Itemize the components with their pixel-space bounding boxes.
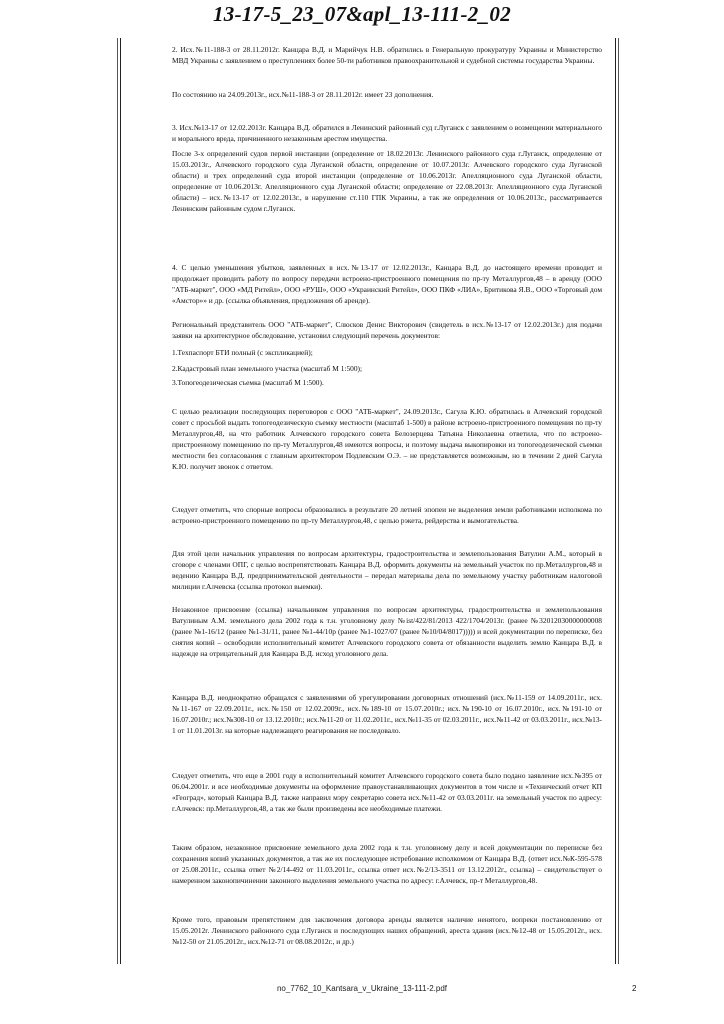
paragraph-15: Следует отметить, что еще в 2001 году в исполнительный комитет Алчевского городского совета было подано заявление исх.№395 от 06.04.2001г. и все необходимые документы на оформление правоустанавливающих документов в том числе и «Технический отчет КП «Геоград», который Канцара В.Д. также направил мэру секретарю совета исх.№11-42 от 03.03.2011г. на земельный участок по адресу: г.Алчевск: пр.Металлургов,48, а так же были произведены все необходимые платежи. (172, 771, 602, 814)
paragraph-6: Региональный представитель ООО "АТБ-маркет", Слюсков Денис Викторович (свидетель в исх.№13-17 от 12.02.2013г.) для подачи заявки на архитектурное обследование, установил следующий перечень документов: (172, 320, 602, 341)
list-item-2: 2.Кадастровый план земельного участка (масштаб М 1:500); (172, 364, 363, 373)
paragraph-10: С целью реализации последующих переговоров с ООО "АТБ-маркет", 24.09.2013г., Сагула К.Ю. обратилась в Алчевский городской совет с просьбой выдать топогеодезическую съемку местности (масштаб 1-500) в районе встроено-пристроенного помещения по пр-ту Металлургов,48, на что работник Алчевского городского совета Белозерцева Татьяна Николаевна ответила, что по встроено-пристроенному помещению по пр-ту Металлургов,48 имеются вопросы, и поэтому выдача выкопировки из топогеодезической съемки местности без согласования с главным архитектором Подлевским О.Э. – не представляется возможным, но в течении 2 дней Сагула К.Ю. получит звонок с ответом. (172, 407, 602, 472)
page-number: 2 (632, 984, 637, 993)
paragraph-1: 2. Исх.№11-188-3 от 28.11.2012г. Канцара В.Д. и Марийчук Н.В. обратились в Генеральную прокуратуру Украины и Министерство МВД Украины с заявлением о преступлениях более 50-ти работников правоохранительной и судебной системы государства Украины. (172, 45, 602, 66)
paragraph-12: Для этой цели начальник управления по вопросам архитектуры, градостроительства и землепользования Ватулин А.М., который в сговоре с членами ОПГ, с целью воспрепятствовать Канцара В.Д. оформить документы на земельный участок по пр.Металлургов,48 и ведению Канцара В.Д. предпринимательской деятельности – передал материалы дела по земельному участку работникам налоговой милиции г.Алчевска (ссылка протокол выемки). (172, 549, 602, 592)
paragraph-4: После 3-х определений судов первой инстанции (определение от 18.02.2013г. Ленинского районного суда г.Луганск, определение от 15.03.2013г., Алчевского городского суда Луганской области, определение от 10.07.2013г. Алчевского городского суда Луганской области) и трех определений суда второй инстанции (определение от 10.06.2013г. Апелляционного суда Луганской области, определение от 10.06.2013г. Апелляционного суда Луганской области; определение от 22.08.2013г. Апелляционного суда Луганской области) – исх.№13-17 от 12.02.2013г., в нарушение ст.110 ГПК Украины, а так же определения от 10.06.2013г., рассматривается Ленинским районным судом г.Луганск. (172, 149, 602, 214)
paragraph-13: Незаконное присвоение (ссылка) начальником управления по вопросам архитектуры, градостроительства и землепользования Ватулиным А.М. земельного дела 2002 года к т.н. уголовному делу №ist/422/81/2013 422/1704/2013г. (ранее №32012030000000008 (ранее №1-16/12 (ранее №1-31/11, ранее №1-44/10р (ранее №1-1027/07 (ранее №10/04/8017))))) и всей документации по переписке, без снятия копий – освободили исполнительный комитет Алчевского городского совета от обязанности выделить землю Канцара В.Д. в надежде на отрицательный для Канцара В.Д. исход уголовного дела. (172, 605, 602, 659)
footer-filename: no_7762_10_Kantsara_v_Ukraine_13-111-2.pdf (276, 984, 448, 993)
paragraph-2: По состоянию на 24.09.2013г., исх.№11-188-3 от 28.11.2012г. имеет 23 дополнения. (172, 90, 434, 99)
paragraph-5: 4. С целью уменьшения убытков, заявленных в исх.№13-17 от 12.02.2013г., Канцара В.Д. до настоящего времени проводит и продолжает проводить работу по вопросу передачи встроено-пристроенного помещения по пр-ту Металлургов,48 – в аренду (ООО "АТБ-маркет", ООО «МД Ритейл», ООО «РУШ», ООО «Украинский Ритейл», ООО ПКФ «ЛИА», Бритикова Я.В., ООО «Торговый дом «Амстор»» и др. (ссылка объявления, предложения об аренде). (172, 263, 602, 306)
document-header-title: 13-17-5_23_07&apl_13-111-2_02 (212, 2, 512, 26)
paragraph-17: Кроме того, правовым препятствием для заключения договора аренды является наличие ненятого, вопреки постановлению от 15.05.2012г. Ленинского районного суда г.Луганск и последующих наших обращений, ареста здания (исх.№12-48 от 15.05.2012г., исх.№12-50 от 21.05.2012г., исх.№12-71 от 08.08.2012г., и др.) (172, 915, 602, 947)
list-item-3: 3.Топогеодезическая съемка (масштаб М 1:500). (172, 378, 324, 387)
paragraph-11: Следует отметить, что спорные вопросы образовались в результате 20 летней эпопеи не выделения земли работниками исполкома по встроено-пристроенного помещению по пр-ту Металлургов,48, с целью рэкета, рейдерства и вымогательства. (172, 505, 602, 526)
list-item-1: 1.Техпаспорт БТИ полный (с экспликацией); (172, 348, 313, 357)
paragraph-16: Таким образом, незаконное присвоение земельного дела 2002 года к т.н. уголовному делу и всей документации по переписке без сохранения копий указанных документов, а так же их последующее истребование исполкомом от Канцара В.Д. (ответ исх.№К-595-578 от 25.08.2011г., ссылка ответ №2/14-492 от 11.03.2011г., ссылка ответ исх.№2/13-3511 от 13.12.2012г., ссылка) – свидетельствует о намеренном законопичинении законного выделения земельного участка по адресу: г.Алчевск, пр-т Металлургов,48. (172, 843, 602, 886)
paragraph-14: Канцара В.Д. неоднократно обращался с заявлениями об урегулировании договорных отношений (исх.№11-159 от 14.09.2011г., исх.№11-167 от 22.09.2011г., исх.№150 от 12.02.2009г., исх.№189-10 от 15.07.2010г.; исх.№190-10 от 16.07.2010г., исх.№191-10 от 16.07.2010г.; исх.№308-10 от 13.12.2010г.; исх.№11-20 от 11.02.2011г., исх.№11-35 от 02.03.2011г., исх.№11-42 от 03.03.2011г., исх.№13-1 от 11.01.2013г. на которые надлежащего реагирования не последовало. (172, 693, 602, 736)
paragraph-3: 3. Исх.№13-17 от 12.02.2013г. Канцара В.Д. обратился в Ленинский районный суд г.Луганск с заявлением о возмещении материального и морального вреда, причиненного незаконным арестом имущества. (172, 123, 602, 144)
